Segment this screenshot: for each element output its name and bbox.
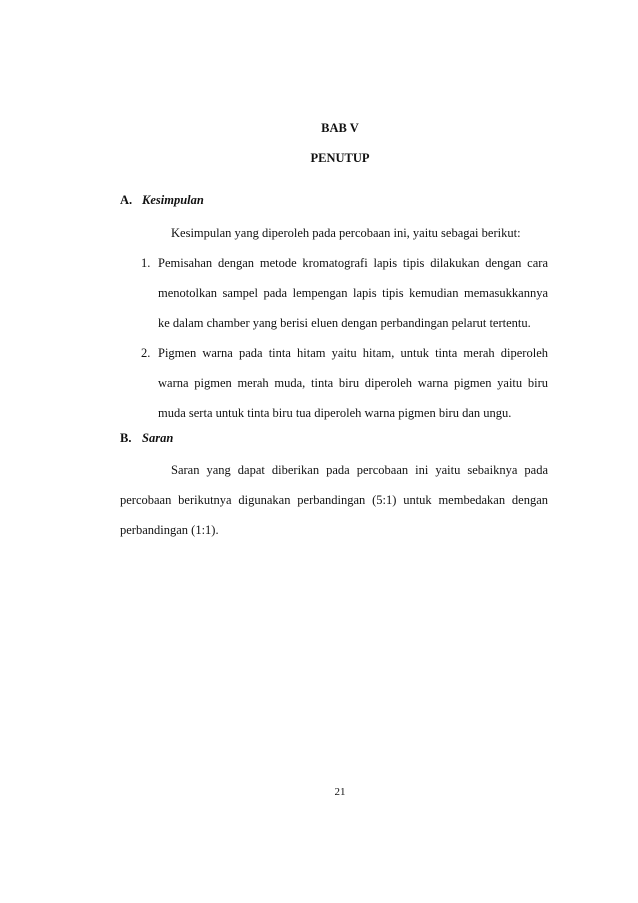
list-item-line: warna pigmen merah muda, tinta biru diperoleh warna pigmen yaitu biru	[158, 376, 548, 390]
section-letter: B.	[120, 431, 132, 445]
list-item-line: menotolkan sampel pada lempengan lapis tipis kemudian memasukkannya	[158, 286, 548, 300]
section-heading-saran	[120, 431, 173, 446]
saran-paragraph-line: perbandingan (1:1).	[120, 523, 219, 537]
list-marker: 1.	[141, 256, 151, 270]
section-title: Saran	[142, 431, 174, 445]
chapter-number: BAB V	[321, 121, 359, 135]
list-marker: 2.	[141, 346, 151, 360]
list-item-line: muda serta untuk tinta biru tua diperoleh warna pigmen biru dan ungu.	[158, 406, 512, 420]
saran-paragraph-line: Saran yang dapat diberikan pada percobaan ini yaitu sebaiknya pada	[171, 463, 548, 477]
list-item-line: Pemisahan dengan metode kromatografi lapis tipis dilakukan dengan cara	[158, 256, 548, 270]
section-title: Kesimpulan	[142, 193, 204, 207]
page-number: 21	[334, 786, 346, 798]
list-item-line: Pigmen warna pada tinta hitam yaitu hitam, untuk tinta merah diperoleh	[158, 346, 548, 360]
saran-paragraph-line: percobaan berikutnya digunakan perbandingan (5:1) untuk membedakan dengan	[120, 493, 548, 507]
section-letter: A.	[120, 193, 133, 207]
section-heading-kesimpulan	[120, 193, 204, 208]
kesimpulan-intro: Kesimpulan yang diperoleh pada percobaan ini, yaitu sebagai berikut:	[171, 226, 521, 240]
chapter-title: PENUTUP	[310, 151, 370, 165]
list-item-line: ke dalam chamber yang berisi eluen dengan perbandingan pelarut tertentu.	[158, 316, 531, 330]
